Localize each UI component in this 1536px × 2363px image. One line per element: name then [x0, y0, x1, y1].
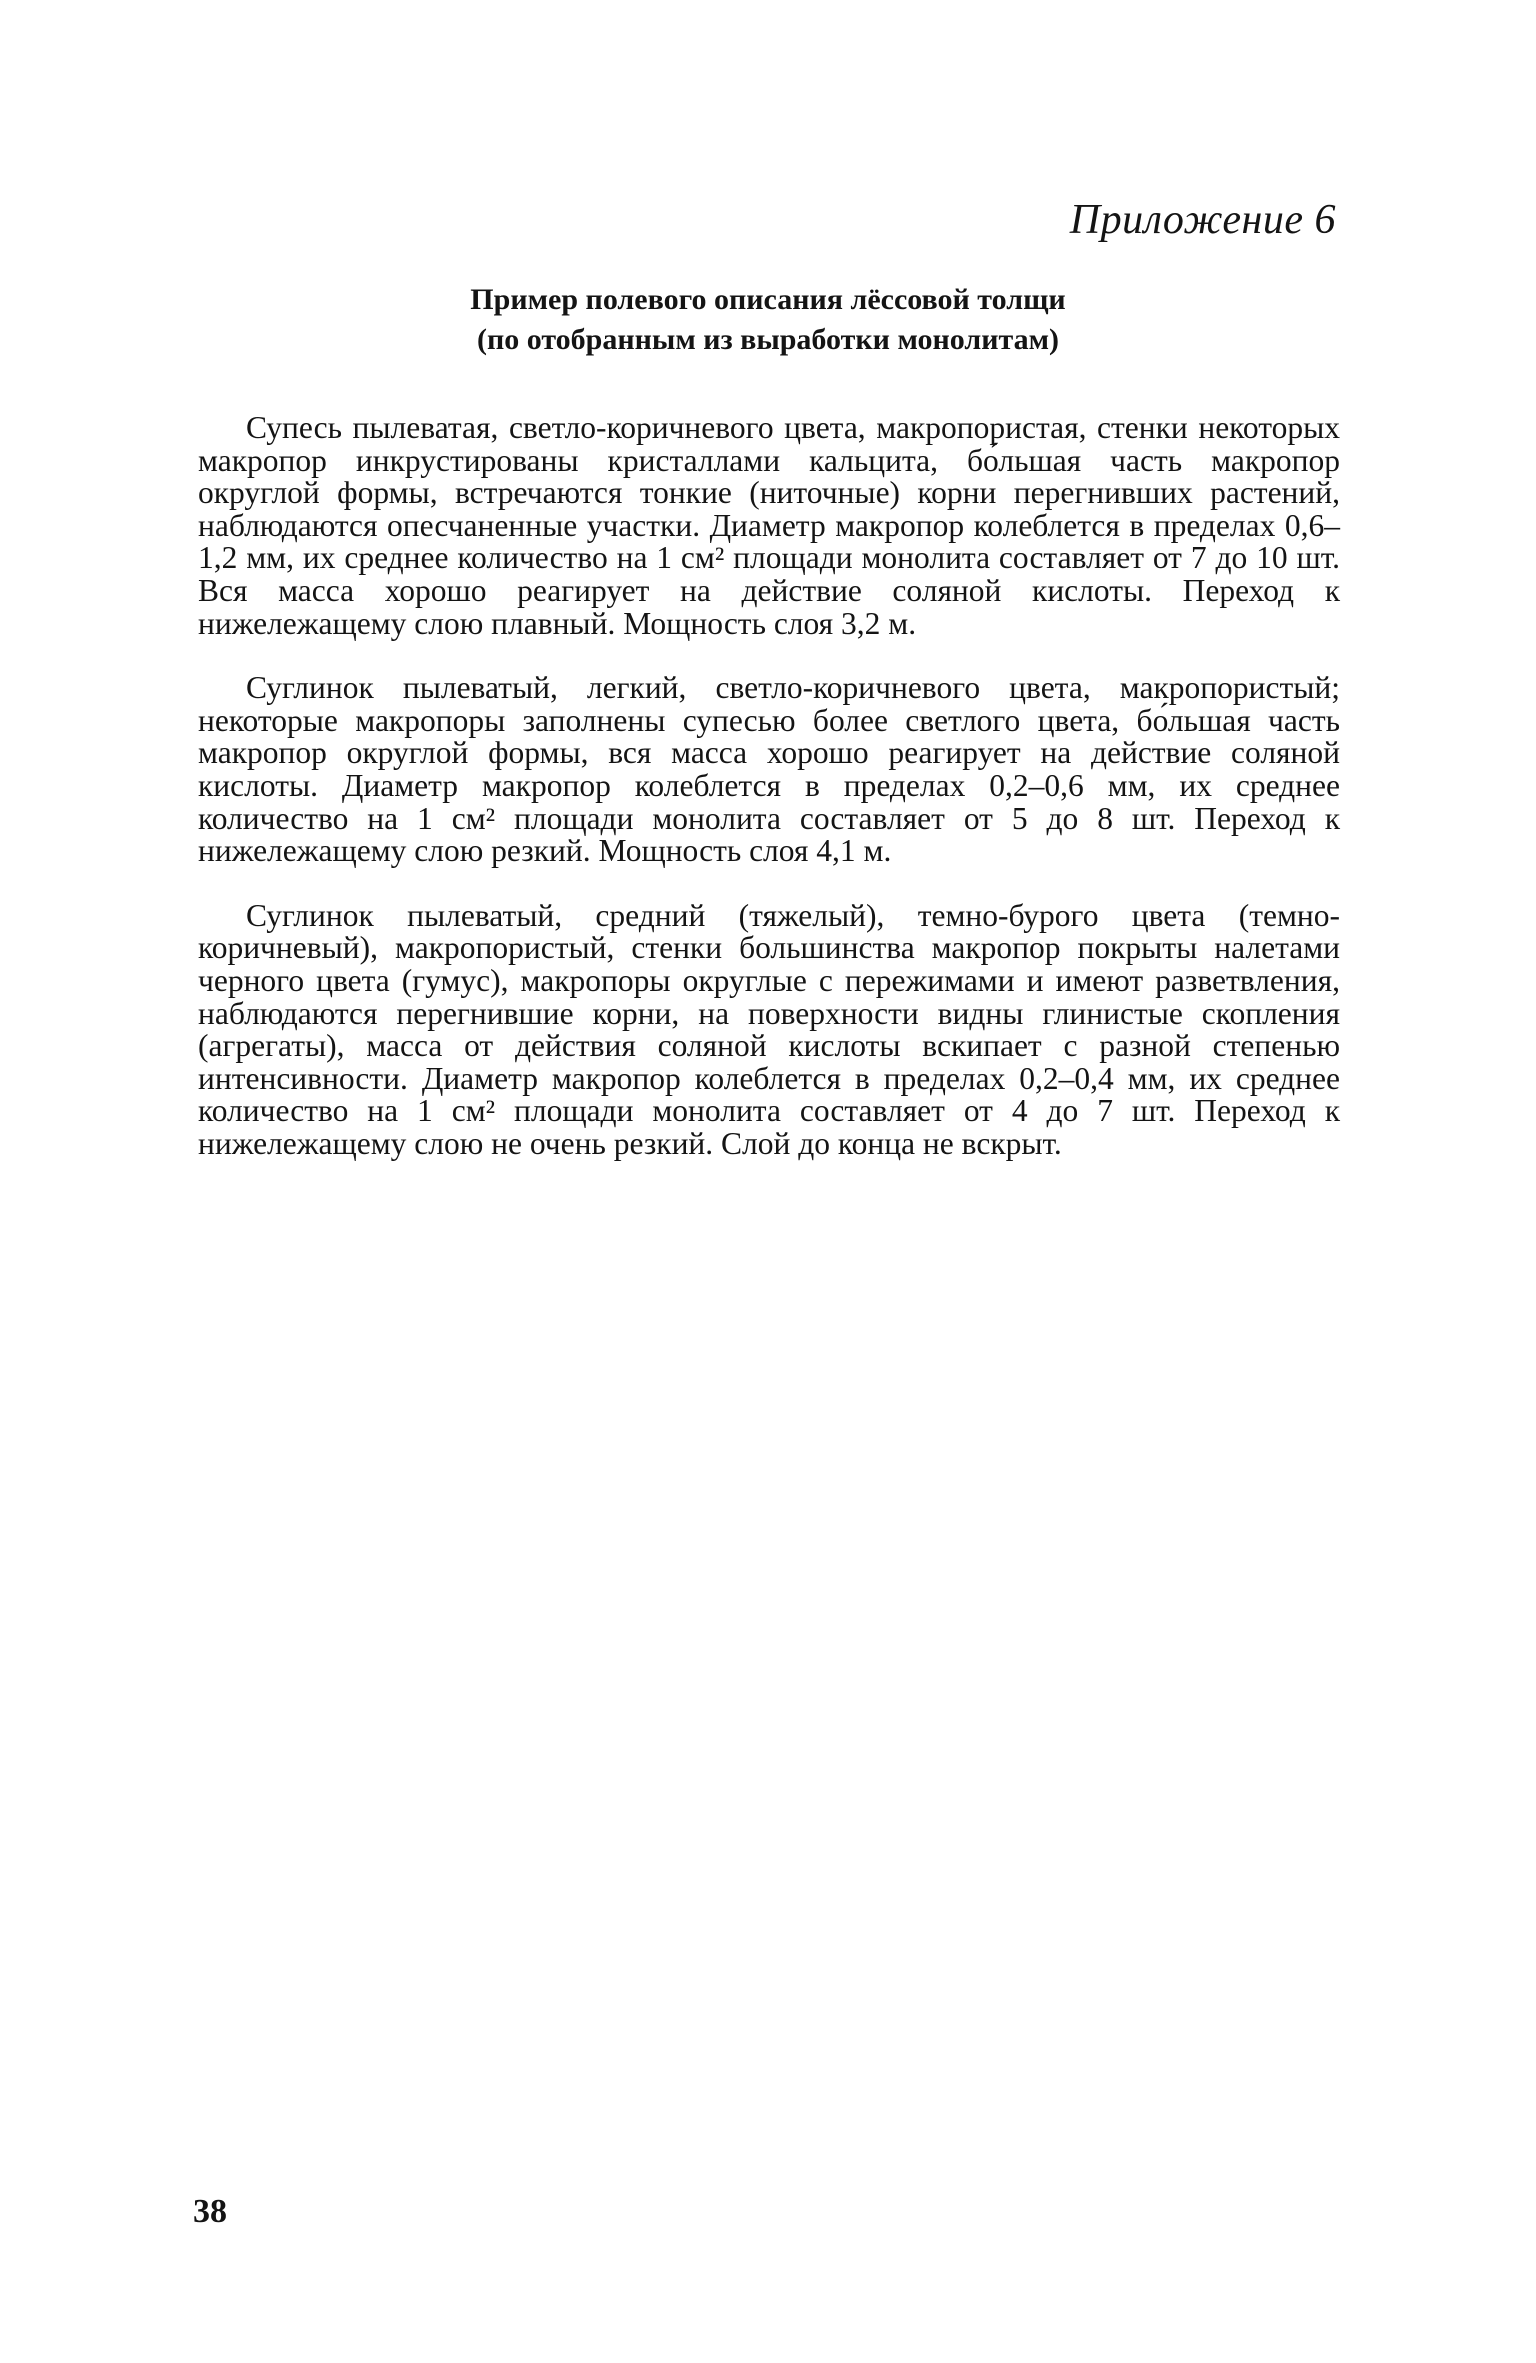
- title-line-2: (по отобранным из выработки монолитам): [476, 323, 1060, 356]
- paragraph-medium-loam: Суглинок пылеватый, средний (тяжелый), темно-бурого цвета (темно-коричневый), макропористый, стенки большинства макропор покрыты налетами черного цвета (гумус), макропоры округлые с пережимами и имеют разветвления, наблюдаются перегнившие корни, на поверхности видны глинистые скопления (агрегаты), масса от действия соляной кислоты вскипает с разной степенью интенсивности. Диаметр макропор колеблется в пределах 0,2–0,4 мм, их среднее количество на 1 см² площади монолита составляет от 4 до 7 шт. Переход к нижележащему слою не очень резкий. Слой до конца не вскрыт.: [198, 897, 1340, 1161]
- page-number: 38: [193, 2193, 227, 2230]
- paragraph-light-loam: Суглинок пылеватый, легкий, светло-коричневого цвета, макропористый; некоторые макропоры заполнены супесью более светлого цвета, бо́льшая часть макропор округлой формы, вся масса хорошо реагирует на действие соляной кислоты. Диаметр макропор колеблется в пределах 0,2–0,6 мм, их среднее количество на 1 см² площади монолита составляет от 5 до 8 шт. Переход к нижележащему слою резкий. Мощность слоя 4,1 м.: [198, 670, 1340, 869]
- body-text: [198, 412, 1340, 1192]
- document-title: [200, 280, 1336, 360]
- appendix-label: Приложение 6: [1069, 197, 1336, 243]
- title-line-1: Пример полевого описания лёссовой толщи: [470, 283, 1066, 316]
- paragraph-sandy-loam: Супесь пылеватая, светло-коричневого цвета, макропористая, стенки некоторых макропор инкрустированы кристаллами кальцита, бо́льшая часть макропор округлой формы, встречаются тонкие (ниточные) корни перегнивших растений, наблюдаются опесчаненные участки. Диаметр макропор колеблется в пределах 0,6–1,2 мм, их среднее количество на 1 см² площади монолита составляет от 7 до 10 шт. Вся масса хорошо реагирует на действие соляной кислоты. Переход к нижележащему слою плавный. Мощность слоя 3,2 м.: [198, 410, 1340, 641]
